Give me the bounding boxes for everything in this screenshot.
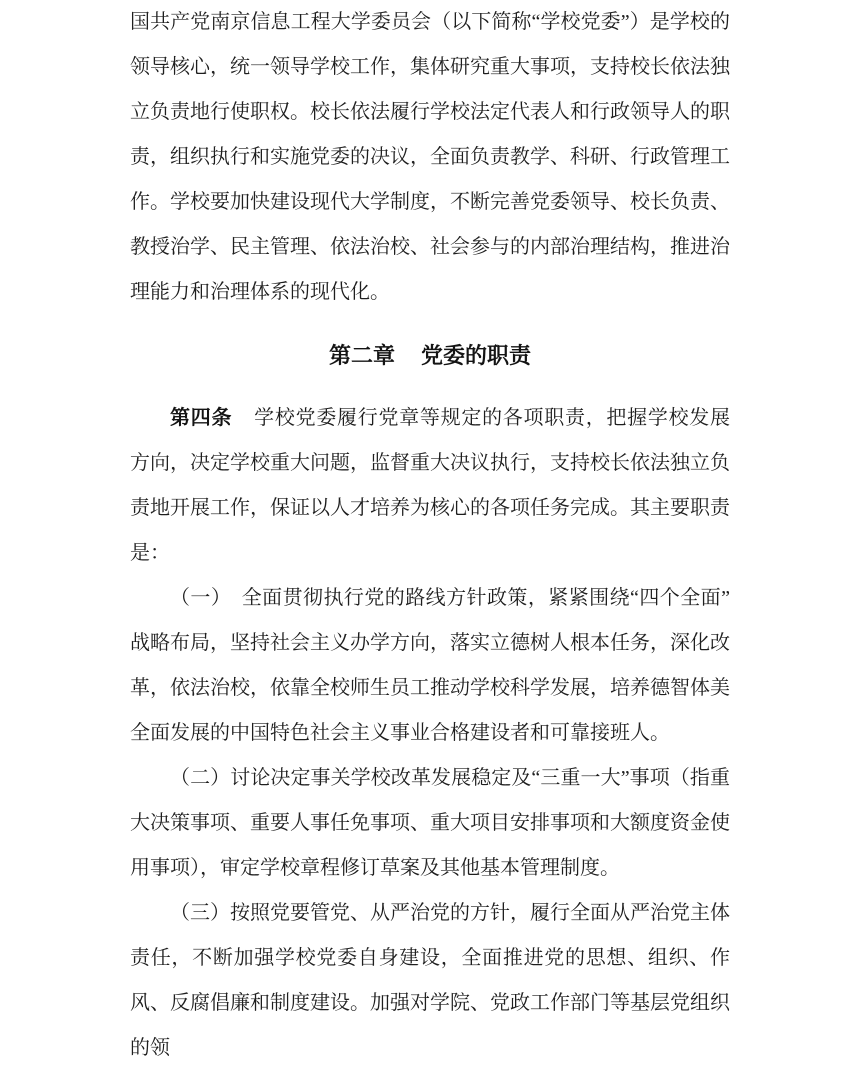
paragraph-item-3: （三）按照党要管党、从严治党的方针，履行全面从严治党主体责任，不断加强学校党委自身建设，全面推进党的思想、组织、作风、反腐倡廉和制度建设。加强对学院、党政工作部门等基层党组织的领: [130, 902, 730, 1059]
chapter-number: 第二章: [328, 343, 395, 368]
article-number-label: 第四条: [170, 407, 233, 429]
chapter-title: 党委的职责: [421, 343, 532, 368]
paragraph-continuation: 国共产党南京信息工程大学委员会（以下简称“学校党委”）是学校的领导核心，统一领导学校工作，集体研究重大事项，支持校长依法独立负责地行使职权。校长依法履行学校法定代表人和行政领导人的职责，组织执行和实施党委的决议，全面负责教学、科研、行政管理工作。学校要加快建设现代大学制度，不断完善党委领导、校长负责、教授治学、民主管理、依法治校、社会参与的内部治理结构，推进治理能力和治理体系的现代化。: [130, 11, 730, 303]
article-4-text: 学校党委履行党章等规定的各项职责，把握学校发展方向，决定学校重大问题，监督重大决议执行，支持校长依法独立负责地开展工作，保证以人才培养为核心的各项任务完成。其主要职责是：: [130, 407, 731, 564]
paragraph-item-1: （一） 全面贯彻执行党的路线方针政策，紧紧围绕“四个全面”战略布局，坚持社会主义办学方向，落实立德树人根本任务，深化改革，依法治校，依靠全校师生员工推动学校科学发展，培养德智体美全面发展的中国特色社会主义事业合格建设者和可靠接班人。: [130, 587, 730, 744]
paragraph-article-4: [130, 396, 730, 576]
paragraph-item-2: （二）讨论决定事关学校改革发展稳定及“三重一大”事项（指重大决策事项、重要人事任免事项、重大项目安排事项和大额度资金使用事项），审定学校章程修订草案及其他基本管理制度。: [130, 767, 730, 879]
chapter-heading: [130, 333, 730, 378]
